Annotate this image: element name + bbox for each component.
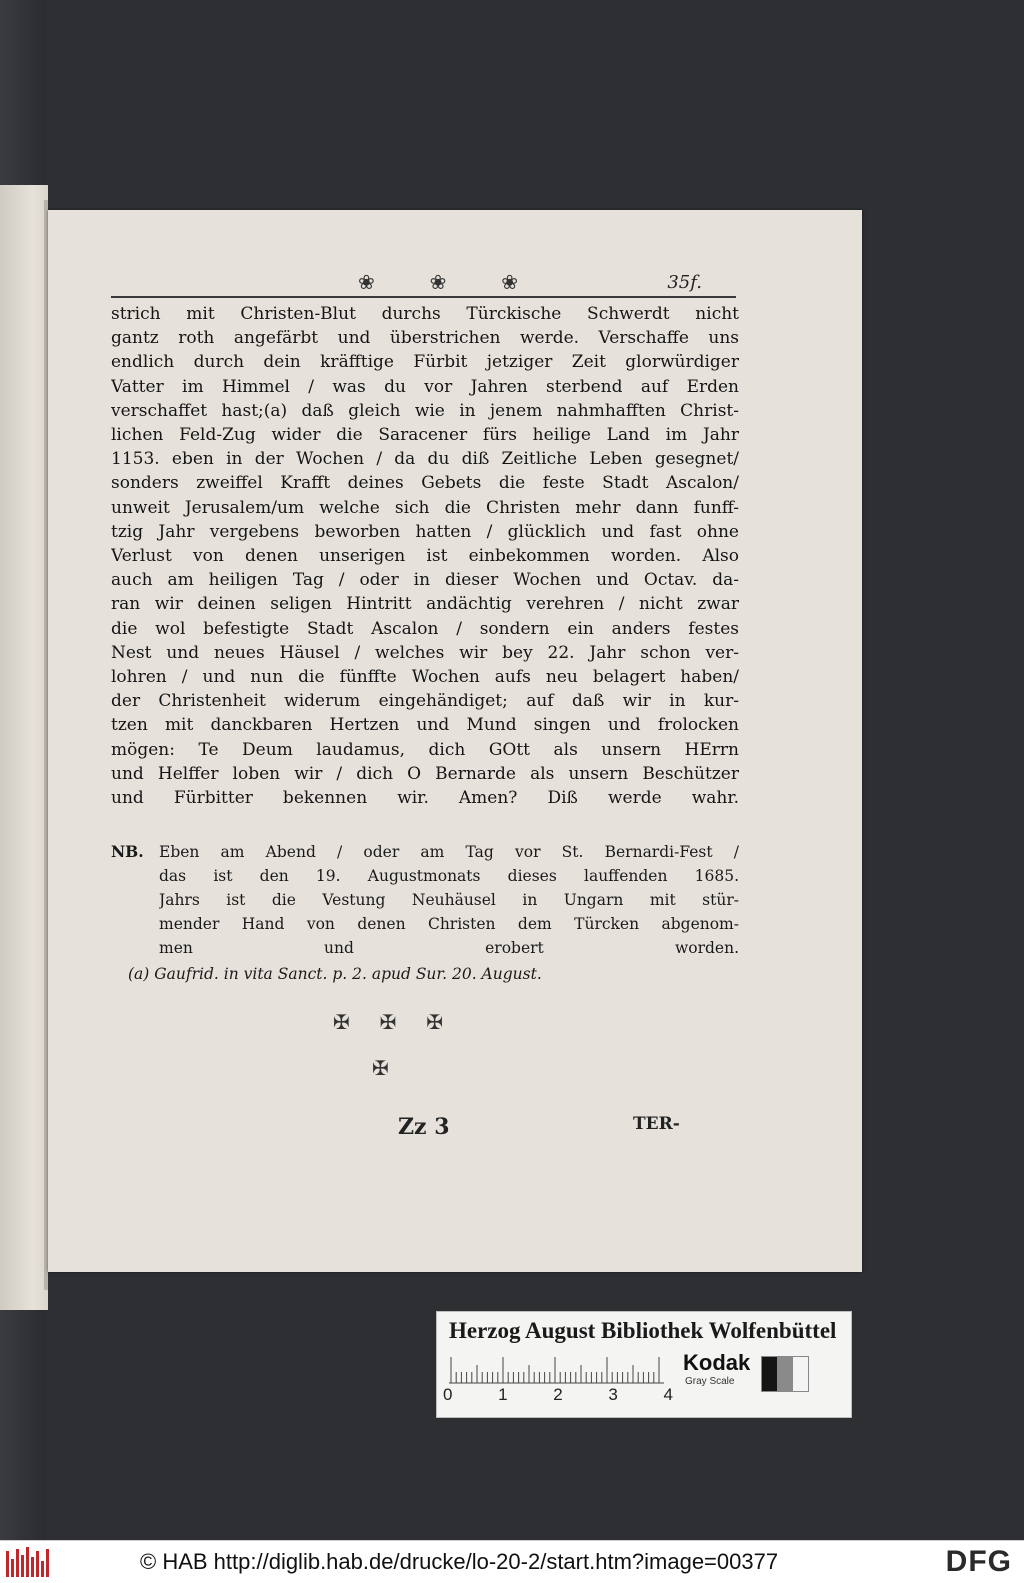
logo-bar: [21, 1555, 24, 1577]
gray-swatch: [777, 1357, 792, 1391]
cross-ornament-icon: ✠: [372, 1056, 389, 1080]
flower-ornament-icon: ❀: [358, 270, 375, 294]
nota-bene-line: men und erobert worden.: [159, 939, 739, 957]
body-line: der Christenheit widerum eingehändiget; auf daß wir in kur-: [111, 691, 739, 712]
catchword: TER-: [633, 1114, 680, 1134]
ruler-numbers: [443, 1385, 673, 1405]
body-line: Verlust von denen unserigen ist einbekommen worden. Also: [111, 546, 739, 567]
body-line: unweit Jerusalem/um welche sich die Christen mehr dann funff-: [111, 497, 739, 518]
ruler-number: 4: [663, 1385, 673, 1404]
header-rule: [111, 296, 736, 298]
library-name: Herzog August Bibliothek Wolfenbüttel: [449, 1318, 837, 1343]
logo-bar: [11, 1559, 14, 1577]
body-text: [111, 302, 739, 810]
dfg-logo: DFG: [945, 1545, 1012, 1578]
nota-bene-line: Eben am Abend / oder am Tag vor St. Bernardi-Fest /: [159, 843, 739, 861]
previous-page-edge: [0, 185, 48, 1310]
flower-ornament-icon: ❀: [501, 270, 518, 294]
nota-bene-label: NB.: [111, 842, 144, 861]
body-line: 1153. eben in der Wochen / da du diß Zeitliche Leben gesegnet/: [111, 449, 739, 470]
footnote: (a) Gaufrid. in vita Sanct. p. 2. apud Sur. 20. August.: [128, 965, 542, 983]
page-number: 35f.: [667, 272, 702, 293]
logo-bar: [41, 1561, 44, 1577]
ruler-scale: [449, 1354, 664, 1384]
logo-bar: [6, 1551, 9, 1577]
body-line: endlich durch dein kräfftige Fürbit jetziger Zeit glorwürdiger: [111, 352, 739, 373]
ruler-number: 3: [608, 1385, 618, 1404]
copyright-url: © HAB http://diglib.hab.de/drucke/lo-20-2/start.htm?image=00377: [140, 1549, 779, 1574]
footer-bar: [0, 1540, 1024, 1583]
body-line: verschaffet hast;(a) daß gleich wie in jenem nahmhafften Christ-: [111, 400, 739, 421]
nota-bene-text: [159, 840, 739, 960]
body-line: und Fürbitter bekennen wir. Amen? Diß werde wahr.: [111, 788, 739, 809]
body-line: tzen mit danckbaren Hertzen und Mund singen und frolocken: [111, 715, 739, 736]
hab-logo-icon: [6, 1547, 50, 1577]
ruler-number: 2: [553, 1385, 563, 1404]
gray-scale-label: Gray Scale: [685, 1376, 735, 1387]
logo-bar: [31, 1557, 34, 1577]
body-line: Vatter im Himmel / was du vor Jahren sterbend auf Erden: [111, 376, 739, 397]
body-line: und Helffer loben wir / dich O Bernarde als unsern Beschützer: [111, 763, 739, 784]
ruler-number: 0: [443, 1385, 453, 1404]
logo-bar: [36, 1551, 39, 1577]
cross-ornament-icon: ✠: [333, 1010, 350, 1034]
body-line: ran wir deinen seligen Hintritt andächtig verehren / nicht zwar: [111, 594, 739, 615]
nota-bene-line: Jahrs ist die Vestung Neuhäusel in Ungarn mit stür-: [159, 891, 739, 909]
gray-swatch: [793, 1357, 808, 1391]
cross-ornament-icon: ✠: [426, 1010, 443, 1034]
body-line: mögen: Te Deum laudamus, dich GOtt als unsern HErrn: [111, 739, 739, 760]
body-line: Nest und neues Häusel / welches wir bey 22. Jahr schon ver-: [111, 642, 739, 663]
body-line: lichen Feld-Zug wider die Saracener fürs heilige Land im Jahr: [111, 425, 739, 446]
kodak-logo: Kodak: [683, 1350, 751, 1375]
ruler-number: 1: [498, 1385, 508, 1404]
logo-bar: [26, 1547, 29, 1577]
color-calibration-card: [436, 1311, 852, 1418]
logo-bar: [16, 1549, 19, 1577]
body-line: lohren / und nun die fünffte Wochen aufs neu belagert haben/: [111, 667, 739, 688]
nota-bene-line: das ist den 19. Augustmonats dieses lauffenden 1685.: [159, 867, 739, 885]
gray-scale-patch: [761, 1356, 809, 1392]
scanned-page: [48, 210, 862, 1272]
flower-ornament-icon: ❀: [429, 270, 447, 294]
signature-mark: Zz 3: [398, 1114, 450, 1140]
nota-bene-line: mender Hand von denen Christen dem Türcken abgenom-: [159, 915, 739, 933]
body-line: tzig Jahr vergebens beworben hatten / glücklich und fast ohne: [111, 521, 739, 542]
body-line: sonders zweiffel Krafft deines Gebets die feste Stadt Ascalon/: [111, 473, 739, 494]
body-line: auch am heiligen Tag / oder in dieser Wochen und Octav. da-: [111, 570, 739, 591]
gray-swatch: [762, 1357, 777, 1391]
logo-bar: [46, 1549, 49, 1577]
closing-ornaments: [333, 1010, 443, 1034]
body-line: gantz roth angefärbt und überstrichen werde. Verschaffe uns: [111, 328, 739, 349]
body-line: die wol befestigte Stadt Ascalon / sondern ein anders festes: [111, 618, 739, 639]
cross-ornament-icon: ✠: [379, 1010, 397, 1034]
header-ornaments: [358, 270, 518, 294]
body-line: strich mit Christen-Blut durchs Türckische Schwerdt nicht: [111, 304, 739, 324]
